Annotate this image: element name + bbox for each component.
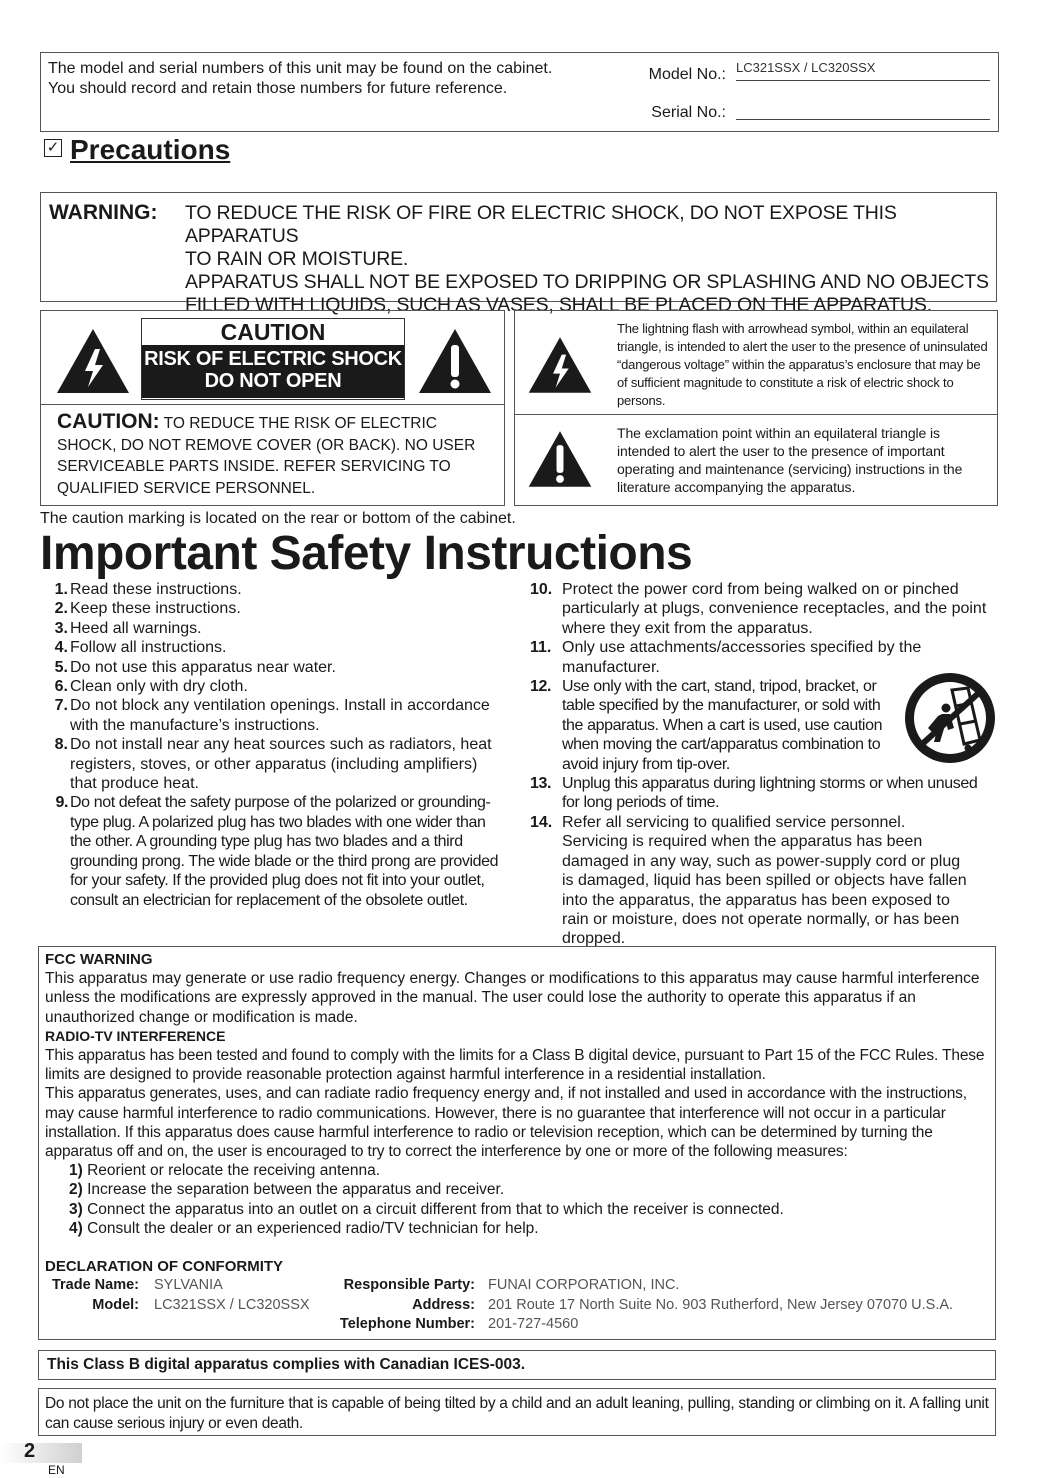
list-item — [530, 813, 974, 949]
list-item — [45, 1200, 991, 1219]
language-code: EN — [48, 1463, 65, 1477]
item-number: 5. — [54, 658, 68, 676]
warning-line2: TO RAIN OR MOISTURE. — [185, 248, 409, 270]
list-item — [45, 1180, 991, 1199]
warning-line4: FILLED WITH LIQUIDS, SUCH AS VASES, SHALL BE PLACED ON THE APPARATUS. — [185, 294, 932, 316]
list-item — [40, 658, 500, 677]
item-number: 12. — [530, 678, 552, 696]
warning-line1: TO REDUCE THE RISK OF FIRE OR ELECTRIC SHOCK, DO NOT EXPOSE THIS APPARATUS — [185, 202, 897, 247]
list-item — [40, 735, 500, 793]
list-item — [530, 580, 996, 638]
symbols-box — [514, 310, 998, 506]
declaration-title: DECLARATION OF CONFORMITY — [45, 1258, 284, 1275]
radio-tv-text2: This apparatus generates, uses, and can radiate radio frequency energy and, if not installed and used in accordance with the instructions, may cause harmful interference to radio communications. However, there is no guarantee that interference will not occur in a particular installation. If this apparatus does cause harmful interference to radio or television reception, which can be determined by turning the apparatus off and on, the user is encouraged to try to correct the interference by one or more of the following measures: — [45, 1085, 967, 1161]
item-text: Refer all servicing to qualified service personnel. Servicing is required when the apparatus has been damaged in any way, such as power-supply cord or plug is damaged, liquid has been spilled or objects have fallen into the apparatus, the apparatus has been exposed to rain or moisture, does not operate normally, or has been dropped. — [562, 813, 967, 948]
item-text: Only use attachments/accessories specified by the manufacturer. — [562, 639, 922, 676]
canada-notice: This Class B digital apparatus complies with Canadian ICES-003. — [47, 1356, 526, 1373]
item-number: 6. — [54, 678, 68, 696]
caution-body-text: TO REDUCE THE RISK OF ELECTRIC SHOCK, DO NOT REMOVE COVER (OR BACK). NO USER SERVICEABLE PARTS INSIDE. REFER SERVICING TO QUALIFIED SERVICE PERSONNEL. — [57, 415, 476, 497]
caution-label-box — [40, 310, 505, 506]
measure-number: 3) — [69, 1200, 83, 1218]
list-item — [45, 1219, 991, 1238]
item-text: Follow all instructions. — [70, 639, 227, 657]
model-value: LC321SSX / LC320SSX — [154, 1297, 310, 1313]
list-item — [530, 677, 902, 774]
list-item — [40, 696, 500, 735]
warning-line3: APPARATUS SHALL NOT BE EXPOSED TO DRIPPING OR SPLASHING AND NO OBJECTS — [185, 271, 989, 293]
item-text: Read these instructions. — [70, 581, 242, 598]
item-number: 8. — [54, 736, 68, 754]
telephone-label: Telephone Number: — [339, 1316, 475, 1332]
address-label: Address: — [412, 1297, 475, 1313]
measure-text: Reorient or relocate the receiving antenna. — [82, 1162, 381, 1180]
telephone-value: 201-727-4560 — [488, 1316, 579, 1332]
list-item — [40, 599, 500, 618]
exclamation-explanation: The exclamation point within an equilateral triangle is intended to alert the user to the presence of important operating and maintenance (servicing) instructions in the literature accompanying the apparatus. — [617, 425, 963, 495]
declaration-of-conformity — [45, 1257, 991, 1337]
list-item — [40, 580, 500, 599]
serial-value — [736, 99, 990, 120]
item-number: 14. — [530, 813, 553, 831]
item-number: 11. — [530, 639, 552, 657]
model-label: Model No.: — [648, 66, 726, 83]
lightning-explanation: The lightning flash with arrowhead symbol, within an equilateral triangle, is intended to alert the user to the presence of uninsulated “dangerous voltage” within the apparatus’s enclosure that may be of sufficient magnitude to constitute a risk of electric shock to persons. — [617, 321, 988, 408]
address-value: 201 Route 17 North Suite No. 903 Rutherford, New Jersey 07070 U.S.A. — [488, 1297, 954, 1313]
page-number-tab — [0, 1440, 82, 1463]
trade-name-label: Trade Name: — [51, 1277, 139, 1293]
responsible-party-value: FUNAI CORPORATION, INC. — [488, 1277, 680, 1293]
item-text: Do not block any ventilation openings. Install in accordance with the manufacture’s instructions. — [70, 697, 490, 734]
item-text: Protect the power cord from being walked on or pinched particularly at plugs, convenience receptacles, and the point where they exit from the apparatus. — [562, 581, 987, 637]
symbols-divider — [515, 414, 997, 415]
model-value: LC321SSX / LC320SSX — [736, 60, 990, 81]
trade-name-value: SYLVANIA — [154, 1277, 223, 1293]
item-number: 4. — [54, 639, 68, 657]
item-number: 2. — [54, 600, 68, 618]
warning-label: WARNING: — [49, 201, 158, 224]
radio-tv-text1: This apparatus has been tested and found to comply with the limits for a Class B digital device, pursuant to Part 15 of the FCC Rules. These limits are designed to provide reasonable protection against harmful interference in a residential installation. — [45, 1047, 985, 1084]
lightning-triangle-icon — [527, 335, 593, 395]
fcc-text: This apparatus may generate or use radio frequency energy. Changes or modifications to this apparatus may cause harmful interference unless the modifications are expressly approved in the manual. The user could lose the authority to operate this apparatus if an unauthorized change or modification is made. — [45, 970, 980, 1026]
caution-location-note: The caution marking is located on the rear or bottom of the cabinet. — [40, 510, 516, 527]
serial-label: Serial No.: — [651, 104, 726, 121]
model-label: Model: — [92, 1297, 139, 1313]
item-number: 3. — [54, 619, 68, 637]
item-text: Use only with the cart, stand, tripod, bracket, or table specified by the manufacturer, or sold with the apparatus. When a cart is used, use caution when moving the cart/apparatus combination to avoid injury from tip-over. — [562, 678, 883, 773]
list-item — [40, 793, 500, 909]
precautions-title: Precautions — [70, 134, 231, 165]
item-number: 9. — [55, 794, 68, 812]
warning-box — [40, 192, 997, 316]
caution-title: CAUTION — [220, 319, 326, 345]
caution-shock-line1: RISK OF ELECTRIC SHOCK — [144, 348, 402, 370]
model-serial-box — [40, 52, 999, 132]
model-note-line2: You should record and retain those numbers for future reference. — [48, 80, 508, 97]
fcc-box — [38, 946, 996, 1340]
model-note-line1: The model and serial numbers of this unit may be found on the cabinet. — [48, 60, 553, 77]
radio-tv-title: RADIO-TV INTERFERENCE — [45, 1027, 226, 1044]
item-text: Do not use this apparatus near water. — [70, 658, 336, 676]
lightning-triangle-icon — [55, 327, 131, 395]
list-item — [530, 774, 996, 813]
tilt-warning-box — [38, 1388, 996, 1436]
exclamation-triangle-icon — [417, 327, 493, 395]
list-item — [45, 1161, 991, 1180]
cart-tip-over-icon — [902, 670, 998, 766]
item-text: Heed all warnings. — [70, 619, 202, 637]
item-number: 1. — [54, 581, 68, 598]
item-text: Do not defeat the safety purpose of the polarized or grounding-type plug. A polarized plug has two blades with one wider than the other. A grounding type plug has two blades and a third grounding prong. The wide blade or the third prong are provided for your safety. If the provided plug does not fit into your outlet, consult an electrician for replacement of the obsolete outlet. — [70, 794, 499, 909]
caution-body-lead: CAUTION: — [57, 410, 160, 433]
list-item — [40, 677, 500, 696]
caution-divider — [41, 404, 504, 405]
measure-text: Increase the separation between the apparatus and receiver. — [82, 1181, 505, 1199]
item-text: Keep these instructions. — [70, 600, 241, 618]
item-number: 7. — [54, 697, 68, 715]
list-item — [40, 638, 500, 657]
warning-text — [185, 202, 995, 317]
exclamation-triangle-icon — [527, 429, 593, 489]
responsible-party-label: Responsible Party: — [343, 1277, 475, 1293]
safety-title: Important Safety Instructions — [40, 527, 693, 580]
tilt-warning-text: Do not place the unit on the furniture that is capable of being tilted by a child and an adult leaning, pulling, standing or climbing on it. A falling unit can cause serious injury or even death. — [45, 1395, 989, 1432]
measure-text: Connect the apparatus into an outlet on a circuit different from that to which the receiver is connected. — [82, 1200, 784, 1218]
measure-text: Consult the dealer or an experienced radio/TV technician for help. — [82, 1219, 539, 1237]
instructions-left — [40, 580, 500, 910]
measure-number: 1) — [69, 1162, 83, 1180]
caution-header — [141, 318, 405, 400]
fcc-title: FCC WARNING — [45, 951, 153, 968]
caution-shock-banner — [142, 345, 404, 398]
item-text: Unplug this apparatus during lightning storms or when unused for long periods of time. — [562, 775, 978, 812]
model-serial-note — [48, 59, 628, 99]
item-number: 10. — [530, 581, 553, 598]
item-text: Do not install near any heat sources such as radiators, heat registers, stoves, or other apparatus (including amplifiers) that produce heat. — [70, 736, 492, 793]
page-number: 2 — [24, 1440, 36, 1462]
caution-body — [57, 411, 497, 499]
item-number: 13. — [530, 775, 552, 793]
fcc-content — [45, 950, 991, 1238]
measure-number: 4) — [69, 1219, 83, 1237]
canada-box — [38, 1350, 996, 1380]
item-text: Clean only with dry cloth. — [70, 678, 248, 696]
measure-number: 2) — [69, 1181, 83, 1199]
list-item — [40, 619, 500, 638]
checkbox-icon: ✓ — [44, 139, 62, 157]
caution-shock-line2: DO NOT OPEN — [204, 370, 342, 392]
